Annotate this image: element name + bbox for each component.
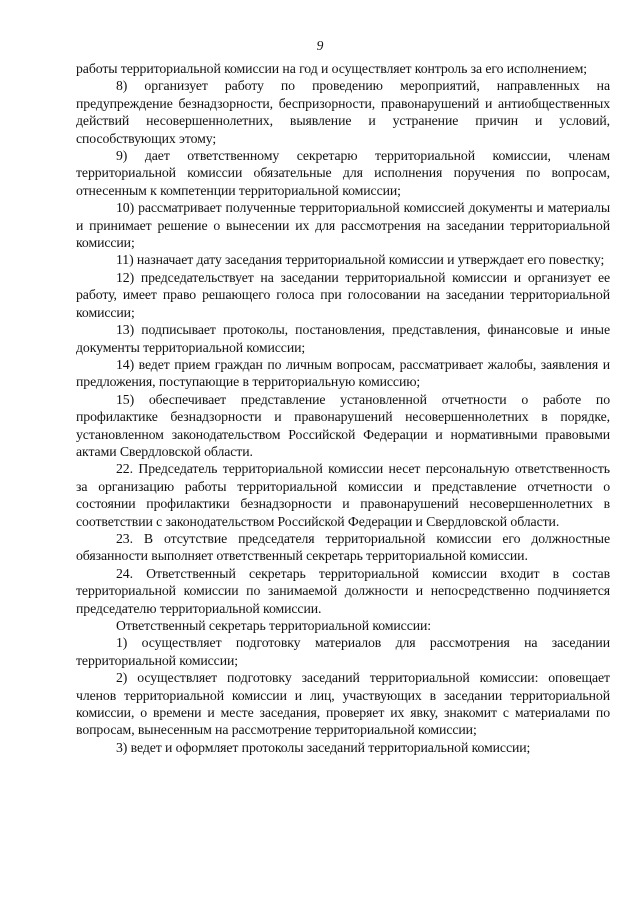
paragraph-secretary-intro: Ответственный секретарь территориальной комиссии: xyxy=(116,618,432,633)
paragraph-item-14: 14) ведет прием граждан по личным вопросам, рассматривает жалобы, заявления и предложения, поступающие в территориальную комиссию; xyxy=(76,356,610,390)
paragraph-continuation: работы территориальной комиссии на год и осуществляет контроль за его исполнением; xyxy=(76,61,587,76)
paragraph-item-12: 12) председательствует на заседании территориальной комиссии и организует ее работу, имеет право решающего голоса при голосовании на заседании территориальной комиссии; xyxy=(76,269,610,320)
paragraph-secretary-item-3: 3) ведет и оформляет протоколы заседаний территориальной комиссии; xyxy=(116,739,531,755)
paragraph-item-10: 10) рассматривает полученные территориальной комиссией документы и материалы и принимает решение о вынесении их для рассмотрения на заседании территориальной комиссии; xyxy=(76,200,610,251)
paragraph-clause-23: 23. В отсутствие председателя территориальной комиссии его должностные обязанности выполняет ответственный секретарь территориальной комиссии. xyxy=(76,530,610,564)
paragraph-item-13: 13) подписывает протоколы, постановления, представления, финансовые и иные документы территориальной комиссии; xyxy=(76,322,610,355)
paragraph-clause-22: 22. Председатель территориальной комиссии несет персональную ответственность за организацию работы территориальной комиссии и представление отчетности о состоянии профилактики безнадзорности и правонарушений несовершеннолетних в соответствии с законодательством Российской Федерации и Свердловской области. xyxy=(76,461,610,529)
paragraph-item-9: 9) дает ответственному секретарю территориальной комиссии, членам территориальной комиссии обязательные для исполнения поручения по вопросам, отнесенным к компетенции территориальной комиссии; xyxy=(76,148,610,198)
paragraph-secretary-item-1: 1) осуществляет подготовку материалов для рассмотрения на заседании территориальной комиссии; xyxy=(76,635,610,668)
paragraph-item-15: 15) обеспечивает представление установленной отчетности о работе по профилактике безнадзорности и правонарушений несовершеннолетних в порядке, установленном законодательством Российской Федерации и нормативными правовыми актами Свердловской области. xyxy=(76,391,610,459)
paragraph-item-11: 11) назначает дату заседания территориальной комиссии и утверждает его повестку; xyxy=(116,252,605,268)
page-number: 9 xyxy=(316,38,324,53)
paragraph-clause-24: 24. Ответственный секретарь территориальной комиссии входит в состав территориальной комиссии по занимаемой должности и непосредственно подчиняется председателю территориальной комиссии. xyxy=(76,565,610,616)
paragraph-secretary-item-2: 2) осуществляет подготовку заседаний территориальной комиссии: оповещает членов территориальной комиссии и лиц, участвующих в заседании территориальной комиссии, о времени и месте заседания, проверяет их явку, знакомит с материалами по вопросам, вынесенным на рассмотрение территориальной комиссии; xyxy=(76,670,610,738)
body-text xyxy=(76,60,610,756)
paragraph-item-8: 8) организует работу по проведению мероприятий, направленных на предупреждение безнадзорности, беспризорности, правонарушений и антиобщественных действий несовершеннолетних, выявление и устранение причин и условий, способствующих этому; xyxy=(76,78,610,146)
